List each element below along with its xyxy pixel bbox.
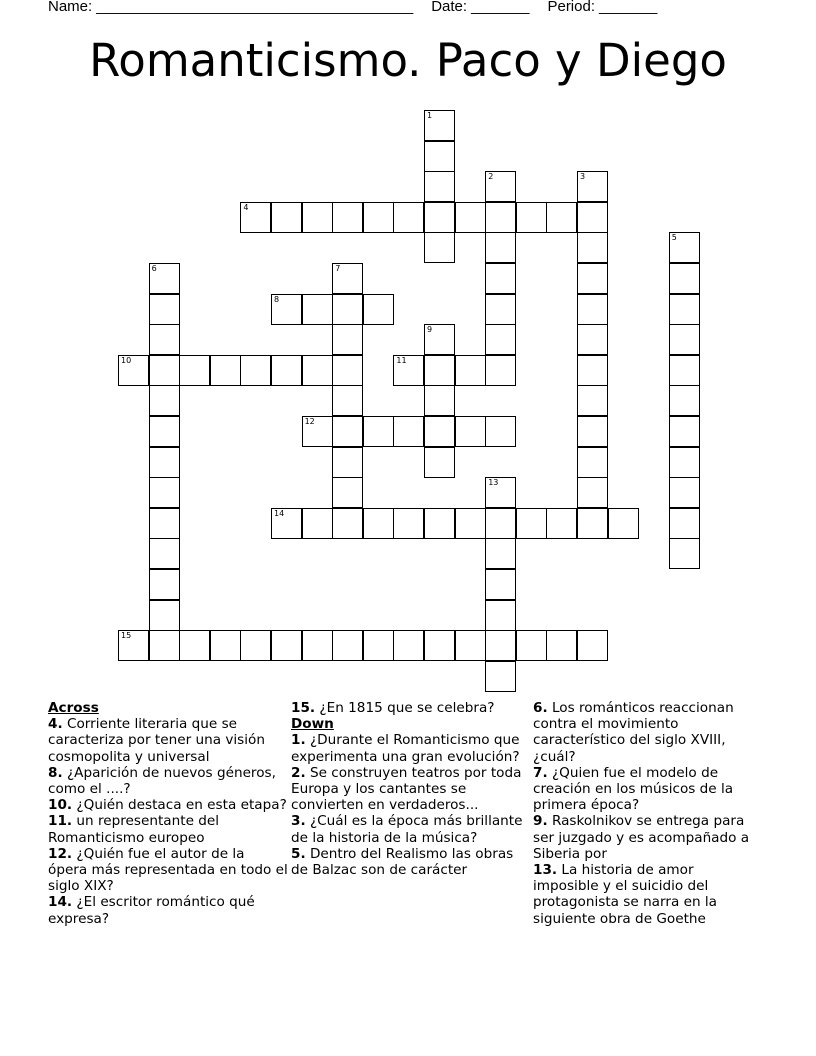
period-label: Period: xyxy=(547,0,595,15)
across-heading: Across xyxy=(48,700,99,716)
crossword-cell[interactable] xyxy=(455,630,486,661)
crossword-cell[interactable] xyxy=(546,202,577,233)
clue-item xyxy=(48,846,288,895)
crossword-cell[interactable] xyxy=(393,630,424,661)
crossword-cell[interactable] xyxy=(669,538,700,569)
crossword-cell[interactable] xyxy=(424,416,455,447)
clue-number: 7 xyxy=(335,264,341,273)
clue-num: 6. xyxy=(533,700,548,716)
crossword-cell[interactable] xyxy=(424,355,455,386)
crossword-cell[interactable] xyxy=(577,447,608,478)
crossword-cell[interactable] xyxy=(669,477,700,508)
clue-num: 14. xyxy=(48,894,73,911)
clue-text: un representante del Romanticismo europeo xyxy=(48,813,220,846)
clue-text: ¿Quien fue el modelo de creación en los músicos de la primera época? xyxy=(533,764,734,814)
crossword-cell[interactable] xyxy=(393,508,424,539)
crossword-cell[interactable] xyxy=(485,416,516,447)
crossword-cell[interactable] xyxy=(577,263,608,294)
crossword-cell[interactable] xyxy=(669,508,700,539)
crossword-cell[interactable] xyxy=(485,661,516,692)
clue-num: 7. xyxy=(533,764,548,781)
crossword-cell[interactable] xyxy=(669,324,700,355)
crossword-cell[interactable] xyxy=(332,447,363,478)
crossword-cell[interactable] xyxy=(485,294,516,325)
crossword-cell[interactable] xyxy=(149,630,180,661)
clue-item xyxy=(48,894,288,926)
crossword-cell[interactable] xyxy=(669,416,700,447)
clue-item xyxy=(291,732,529,764)
clue-number: 6 xyxy=(151,264,157,273)
crossword-cell[interactable] xyxy=(179,630,210,661)
crossword-cell[interactable] xyxy=(577,202,608,233)
crossword-cell[interactable] xyxy=(424,171,455,202)
crossword-cell[interactable] xyxy=(210,630,241,661)
crossword-cell[interactable] xyxy=(271,355,302,386)
crossword-cell[interactable] xyxy=(669,447,700,478)
crossword-cell[interactable] xyxy=(424,630,455,661)
clue-num: 10. xyxy=(48,797,73,814)
crossword-cell[interactable] xyxy=(393,202,424,233)
date-label: Date: xyxy=(431,0,468,15)
crossword-cell[interactable] xyxy=(302,508,333,539)
clue-text: Dentro del Realismo las obras de Balzac son de carácter xyxy=(291,845,514,879)
name-blank[interactable]: ______________________________________ xyxy=(96,0,414,15)
crossword-cell[interactable] xyxy=(363,630,394,661)
crossword-cell[interactable] xyxy=(577,385,608,416)
clue-item xyxy=(533,765,763,814)
clue-num: 9. xyxy=(533,813,548,830)
clue-number: 12 xyxy=(304,417,315,426)
crossword-cell[interactable] xyxy=(271,630,302,661)
clue-text: ¿Quién destaca en esta etapa? xyxy=(72,797,287,814)
crossword-cell[interactable] xyxy=(271,202,302,233)
clue-item xyxy=(291,700,529,716)
crossword-cell[interactable] xyxy=(118,630,149,661)
clue-item xyxy=(48,765,288,797)
clue-item xyxy=(533,813,763,862)
crossword-cell[interactable] xyxy=(363,508,394,539)
clue-number: 3 xyxy=(580,172,586,182)
crossword-cell[interactable] xyxy=(363,202,394,233)
clue-text: ¿El escritor romántico qué expresa? xyxy=(48,894,255,927)
crossword-cell[interactable] xyxy=(149,538,180,569)
clue-number: 1 xyxy=(427,111,433,120)
clue-text: Corriente literaria que se caracteriza por tener una visión cosmopolita y universal xyxy=(48,716,265,765)
crossword-cell[interactable] xyxy=(210,355,241,386)
crossword-cell[interactable] xyxy=(485,569,516,600)
clue-number: 2 xyxy=(488,172,494,182)
crossword-cell[interactable] xyxy=(332,294,363,325)
crossword-cell[interactable] xyxy=(516,508,547,539)
crossword-cell[interactable] xyxy=(332,202,363,233)
crossword-cell[interactable] xyxy=(332,324,363,355)
crossword-cell[interactable] xyxy=(608,508,639,539)
crossword-cell[interactable] xyxy=(424,232,455,263)
clue-number: 8 xyxy=(274,294,280,304)
crossword-cell[interactable] xyxy=(424,447,455,478)
clue-text: ¿Durante el Romanticismo que experimenta una gran evolución? xyxy=(291,732,520,765)
clue-item xyxy=(291,846,529,878)
clue-item xyxy=(533,700,763,765)
crossword-cell[interactable] xyxy=(485,508,516,539)
crossword-cell[interactable] xyxy=(332,385,363,416)
clue-text: ¿En 1815 que se celebra? xyxy=(315,700,495,716)
crossword-cell[interactable] xyxy=(363,294,394,325)
crossword-cell[interactable] xyxy=(485,477,516,508)
clue-item xyxy=(533,862,763,927)
clue-item xyxy=(48,797,288,813)
date-blank[interactable]: _______ xyxy=(471,0,530,15)
crossword-cell[interactable] xyxy=(332,416,363,447)
crossword-cell[interactable] xyxy=(546,508,577,539)
crossword-cell[interactable] xyxy=(485,202,516,233)
name-label: Name: xyxy=(48,0,93,15)
down-heading: Down xyxy=(291,716,334,733)
crossword-cell[interactable] xyxy=(149,324,180,355)
crossword-cell[interactable] xyxy=(149,355,180,386)
clue-text: ¿Aparición de nuevos géneros, como el ....? xyxy=(48,764,276,798)
clue-item xyxy=(291,765,529,814)
crossword-cell[interactable] xyxy=(669,294,700,325)
crossword-cell[interactable] xyxy=(149,447,180,478)
clue-num: 4. xyxy=(48,716,63,733)
crossword-cell[interactable] xyxy=(577,477,608,508)
crossword-cell[interactable] xyxy=(424,141,455,172)
crossword-cell[interactable] xyxy=(149,416,180,447)
crossword-cell[interactable] xyxy=(149,600,180,631)
clue-text: Se construyen teatros por toda Europa y los cantantes se convierten en verdaderos... xyxy=(291,764,522,814)
crossword-cell[interactable] xyxy=(332,477,363,508)
crossword-cell[interactable] xyxy=(485,538,516,569)
crossword-cell[interactable] xyxy=(577,508,608,539)
crossword-cell[interactable] xyxy=(332,263,363,294)
clue-item xyxy=(48,716,288,765)
period-blank[interactable]: _______ xyxy=(599,0,658,15)
clue-number: 10 xyxy=(121,355,132,365)
crossword-cell[interactable] xyxy=(332,508,363,539)
clue-num: 1. xyxy=(291,732,306,749)
crossword-cell[interactable] xyxy=(516,202,547,233)
crossword-cell[interactable] xyxy=(669,232,700,263)
crossword-cell[interactable] xyxy=(485,600,516,631)
clues-column-2 xyxy=(291,700,529,878)
crossword-cell[interactable] xyxy=(149,477,180,508)
crossword-cell[interactable] xyxy=(424,110,455,141)
clues-column-3 xyxy=(533,700,763,927)
crossword-cell[interactable] xyxy=(669,385,700,416)
crossword-cell[interactable] xyxy=(577,232,608,263)
crossword-cell[interactable] xyxy=(302,630,333,661)
crossword-cell[interactable] xyxy=(485,630,516,661)
crossword-cell[interactable] xyxy=(240,202,271,233)
page-title: Romanticismo. Paco y Diego xyxy=(89,34,727,87)
clue-num: 13. xyxy=(533,862,558,879)
clue-number: 5 xyxy=(671,233,677,243)
crossword-cell[interactable] xyxy=(516,630,547,661)
crossword-cell[interactable] xyxy=(149,508,180,539)
clue-number: 13 xyxy=(488,478,499,488)
crossword-cell[interactable] xyxy=(424,385,455,416)
clue-num: 3. xyxy=(291,813,306,830)
crossword-cell[interactable] xyxy=(179,355,210,386)
crossword-cell[interactable] xyxy=(424,202,455,233)
clue-text: Raskolnikov se entrega para ser juzgado y es acompañado a Siberia por xyxy=(533,813,750,862)
crossword-cell[interactable] xyxy=(302,294,333,325)
crossword-cell[interactable] xyxy=(577,171,608,202)
clue-text: La historia de amor imposible y el suicidio del protagonista se narra en la siguiente obra de Goethe xyxy=(533,862,718,927)
clue-num: 11. xyxy=(48,813,73,830)
crossword-cell[interactable] xyxy=(149,569,180,600)
clue-item xyxy=(291,813,529,845)
clue-text: ¿Quién fue el autor de la ópera más representada en todo el siglo XIX? xyxy=(48,845,288,895)
clue-num: 15. xyxy=(291,700,316,716)
crossword-cell[interactable] xyxy=(485,171,516,202)
crossword-cell[interactable] xyxy=(302,416,333,447)
crossword-cell[interactable] xyxy=(669,355,700,386)
crossword-cell[interactable] xyxy=(302,202,333,233)
crossword-cell[interactable] xyxy=(577,630,608,661)
crossword-cell[interactable] xyxy=(149,385,180,416)
crossword-cell[interactable] xyxy=(393,355,424,386)
crossword-cell[interactable] xyxy=(485,355,516,386)
crossword-cell[interactable] xyxy=(149,294,180,325)
crossword-cell[interactable] xyxy=(118,355,149,386)
crossword-cell[interactable] xyxy=(485,232,516,263)
crossword-cell[interactable] xyxy=(455,202,486,233)
clue-number: 15 xyxy=(121,631,132,641)
crossword-cell[interactable] xyxy=(424,508,455,539)
crossword-cell[interactable] xyxy=(455,416,486,447)
crossword-cell[interactable] xyxy=(485,263,516,294)
crossword-cell[interactable] xyxy=(577,355,608,386)
clue-num: 2. xyxy=(291,764,306,781)
crossword-cell[interactable] xyxy=(271,508,302,539)
crossword-cell[interactable] xyxy=(332,630,363,661)
clue-number: 14 xyxy=(274,508,285,518)
clue-text: ¿Cuál es la época más brillante de la historia de la música? xyxy=(291,813,523,846)
crossword-cell[interactable] xyxy=(424,324,455,355)
crossword-cell[interactable] xyxy=(240,355,271,386)
crossword-cell[interactable] xyxy=(546,630,577,661)
clue-num: 12. xyxy=(48,845,73,862)
clue-number: 9 xyxy=(427,325,433,335)
crossword-cell[interactable] xyxy=(455,508,486,539)
crossword-cell[interactable] xyxy=(271,294,302,325)
clues-column-1 xyxy=(48,700,288,927)
crossword-cell[interactable] xyxy=(577,324,608,355)
crossword-cell[interactable] xyxy=(149,263,180,294)
clue-num: 5. xyxy=(291,845,306,862)
clue-item xyxy=(48,813,288,845)
crossword-cell[interactable] xyxy=(577,294,608,325)
crossword-cell[interactable] xyxy=(485,324,516,355)
crossword-cell[interactable] xyxy=(455,355,486,386)
crossword-cell[interactable] xyxy=(577,416,608,447)
crossword-cell[interactable] xyxy=(302,355,333,386)
crossword-cell[interactable] xyxy=(393,416,424,447)
crossword-cell[interactable] xyxy=(669,263,700,294)
clue-num: 8. xyxy=(48,764,63,781)
crossword-cell[interactable] xyxy=(240,630,271,661)
crossword-cell[interactable] xyxy=(363,416,394,447)
clue-number: 11 xyxy=(396,355,407,365)
clue-number: 4 xyxy=(243,202,249,212)
crossword-cell[interactable] xyxy=(332,355,363,386)
clue-text: Los románticos reaccionan contra el movimiento característico del siglo XVIII, ¿cuál? xyxy=(533,700,734,765)
